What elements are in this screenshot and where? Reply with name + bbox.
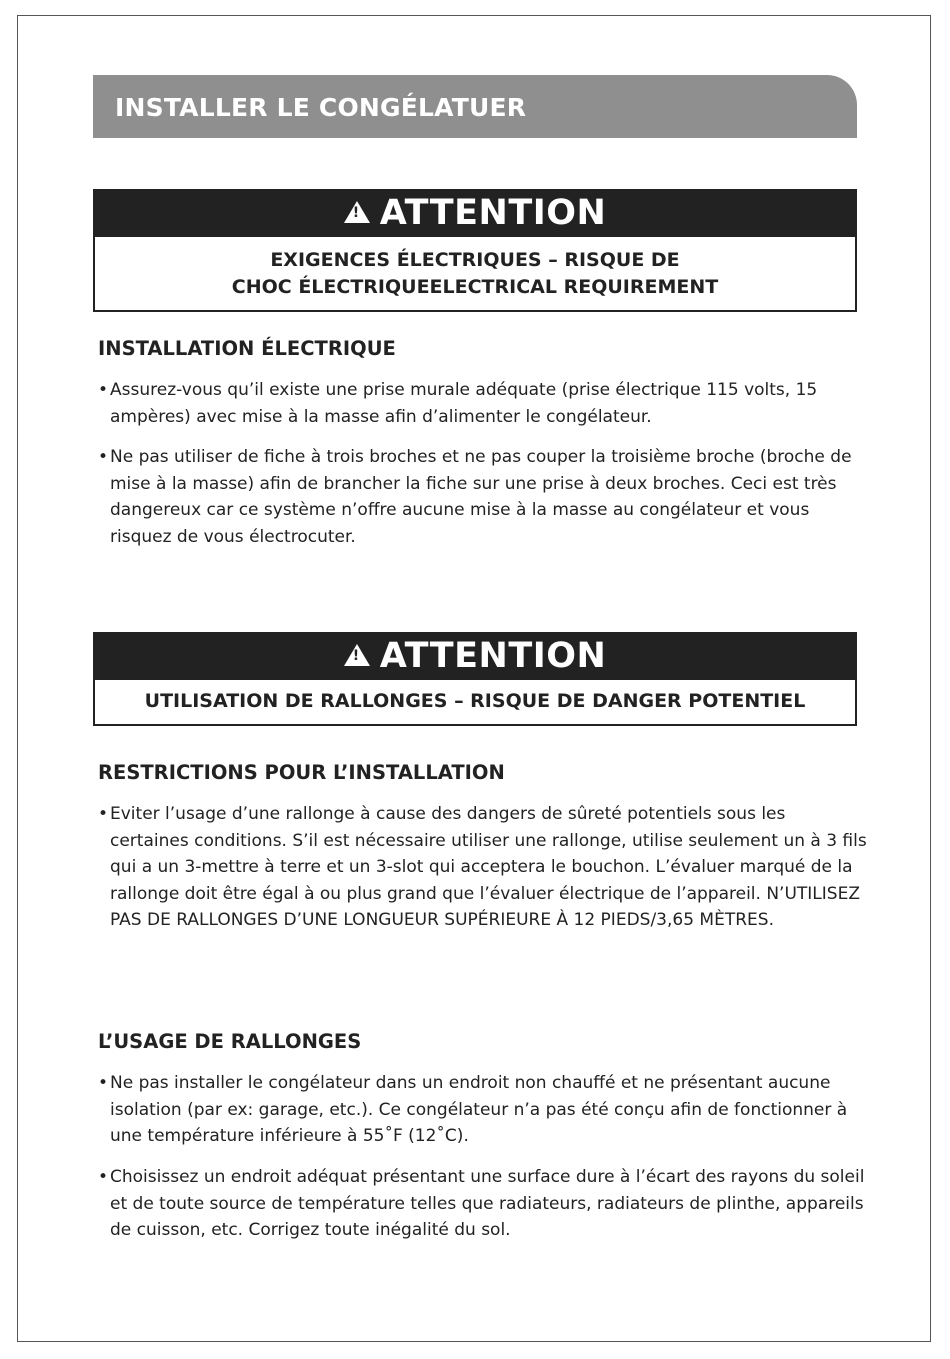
warning-title: ATTENTION [379,636,607,676]
bullet-marker: • [98,1073,109,1093]
warning-subtitle-line: EXIGENCES ÉLECTRIQUES – RISQUE DE [270,249,680,271]
warning-triangle-icon [344,201,370,223]
bullet-marker: • [98,380,109,400]
bullet-item [98,1164,868,1244]
section-heading: INSTALLATION ÉLECTRIQUE [98,337,396,360]
warning-subtitle-line: UTILISATION DE RALLONGES – RISQUE DE DANGER POTENTIEL [144,690,806,712]
bullet-item [98,801,868,934]
warning-box-electrical [93,189,857,312]
bullet-item [98,1070,868,1150]
warning-title: ATTENTION [379,193,607,233]
warning-triangle-icon [344,644,370,666]
bullet-text: Assurez-vous qu’il existe une prise murale adéquate (prise électrique 115 volts, 15 ampères) avec mise à la masse afin d’alimenter le congélateur. [110,380,818,427]
warning-box-extension [93,632,857,726]
warning-subtitle [93,680,857,726]
warning-title-bar [93,189,857,237]
bullet-text: Ne pas utiliser de fiche à trois broches et ne pas couper la troisième broche (broche de mise à la masse) afin de brancher la fiche sur une prise à deux broches. Ceci est très dangereux car ce système n’offre aucune mise à la masse au congélateur et vous risquez de vous électrocuter. [110,447,852,547]
bullet-marker: • [98,447,109,467]
bullet-text: Ne pas installer le congélateur dans un endroit non chauffé et ne présentant aucune isolation (par ex: garage, etc.). Ce congélateur n’a pas été conçu afin de fonctionner à une température inférieure à 55˚F (12˚C). [110,1073,848,1146]
bullet-marker: • [98,1167,109,1187]
bullet-marker: • [98,804,109,824]
warning-subtitle [93,237,857,312]
bullet-item [98,444,868,550]
section-heading: L’USAGE DE RALLONGES [98,1030,362,1053]
warning-title-bar [93,632,857,680]
section-header [93,75,857,138]
bullet-item [98,377,868,430]
bullet-text: Eviter l’usage d’une rallonge à cause des dangers de sûreté potentiels sous les certaines conditions. S’il est nécessaire utiliser une rallonge, utilise seulement un à 3 fils qui a un 3-mettre à terre et un 3-slot qui acceptera le bouchon. L’évaluer marqué de la rallonge doit être égal à ou plus grand que l’évaluer électrique de l’appareil. N’UTILISEZ PAS DE RALLONGES D’UNE LONGUEUR SUPÉRIEURE À 12 PIEDS/3,65 MÈTRES. [110,804,867,930]
bullet-text: Choisissez un endroit adéquat présentant une surface dure à l’écart des rayons du soleil et de toute source de température telles que radiateurs, radiateurs de plinthe, appareils de cuisson, etc. Corrigez toute inégalité du sol. [110,1167,865,1240]
warning-subtitle-line: CHOC ÉLECTRIQUEELECTRICAL REQUIREMENT [231,276,719,298]
section-header-title: INSTALLER LE CONGÉLATUER [115,93,527,122]
section-heading: RESTRICTIONS POUR L’INSTALLATION [98,761,505,784]
